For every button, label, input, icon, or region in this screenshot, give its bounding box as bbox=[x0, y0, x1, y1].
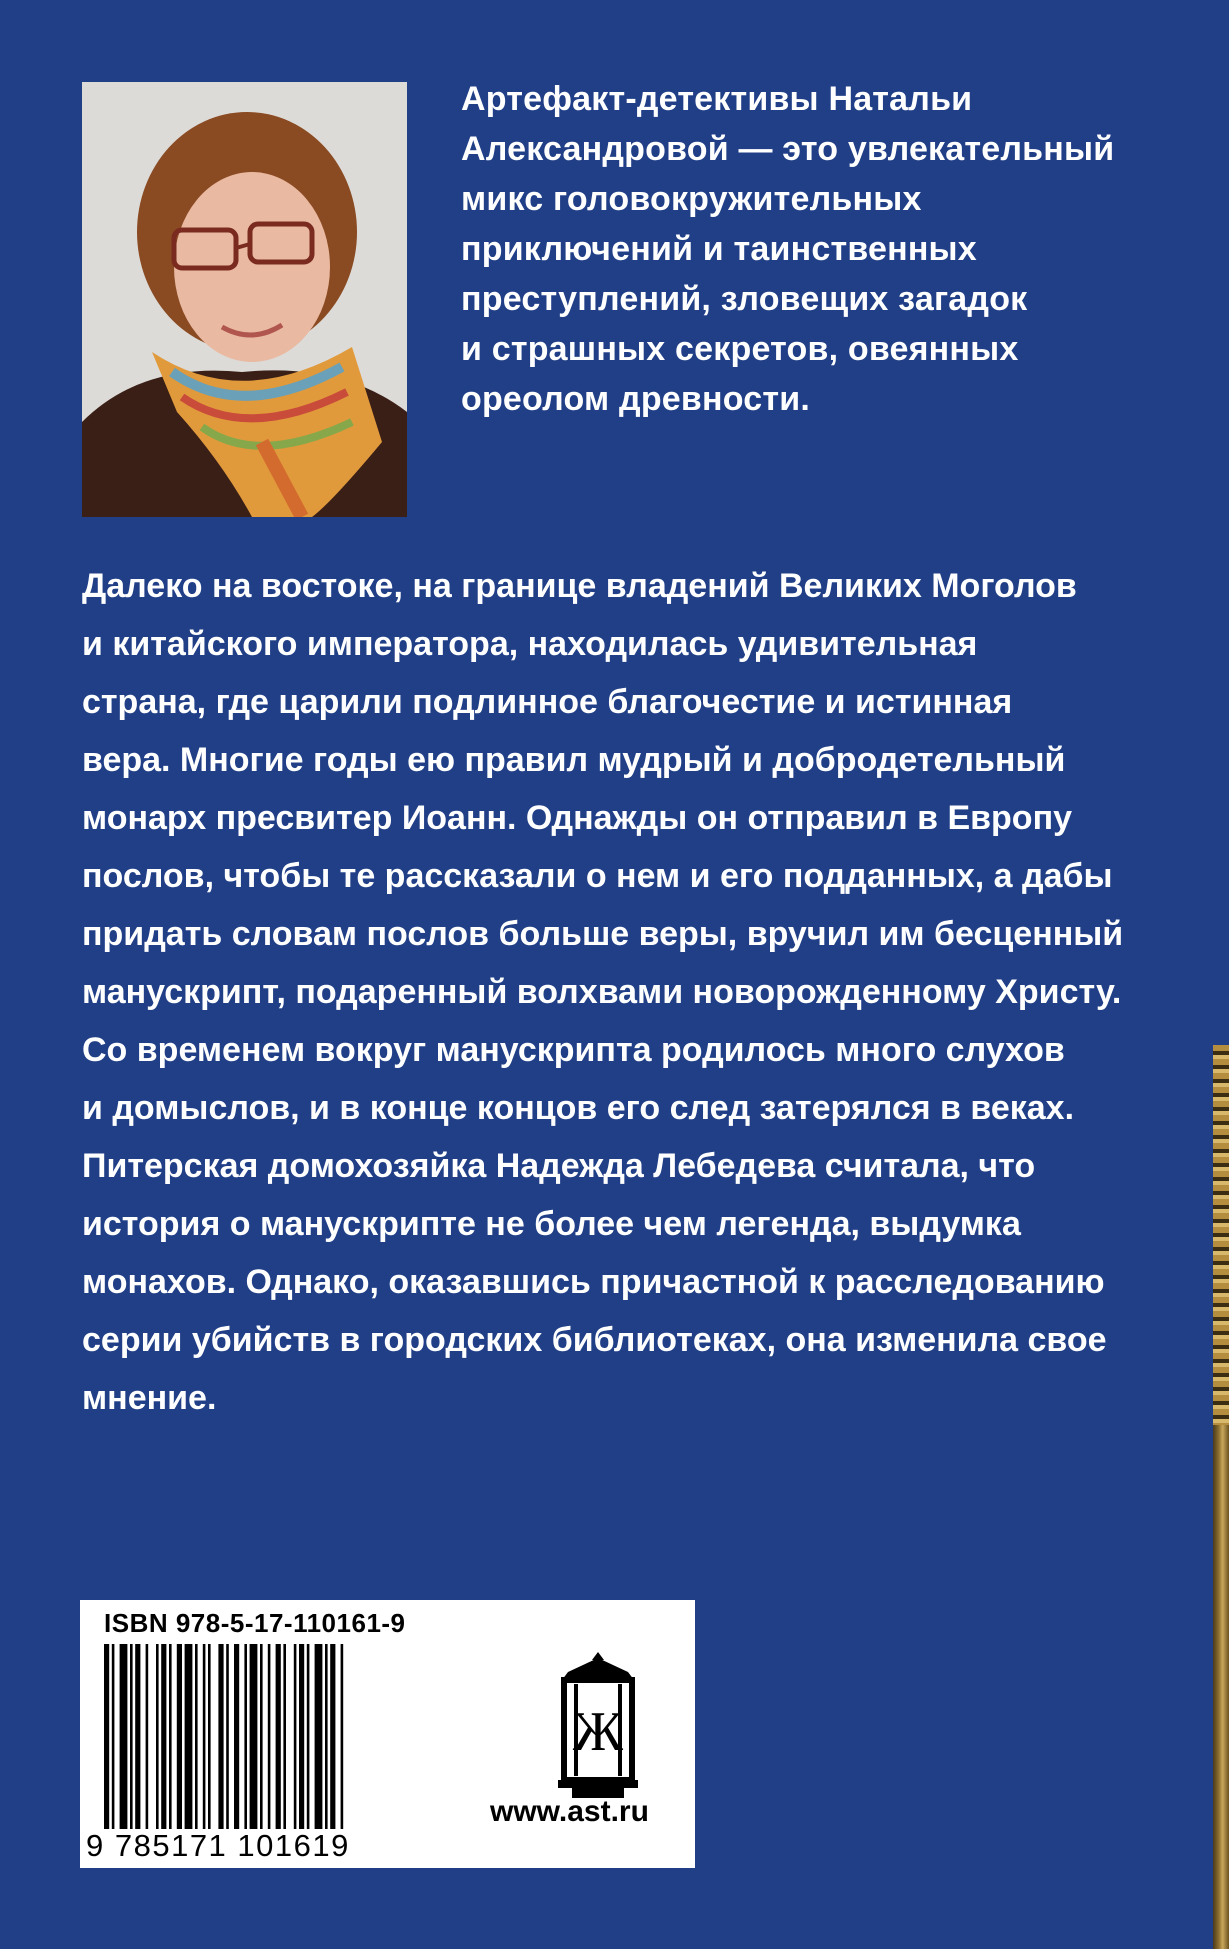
barcode-bar bbox=[185, 1644, 193, 1829]
barcode-bar bbox=[307, 1644, 310, 1829]
barcode-bar bbox=[208, 1644, 211, 1829]
description-line: манускрипт, подаренный волхвами новорожденному Христу. bbox=[82, 973, 1122, 1011]
barcode-bar bbox=[218, 1644, 223, 1829]
blurb-line: приключений и таинственных bbox=[461, 230, 977, 268]
barcode-bar bbox=[146, 1644, 149, 1829]
barcode-bar bbox=[299, 1644, 304, 1829]
barcode-bar bbox=[120, 1644, 128, 1829]
description-line: серии убийств в городских библиотеках, она изменила свое bbox=[82, 1321, 1107, 1359]
description-line: Со временем вокруг манускрипта родилось много слухов bbox=[82, 1031, 1065, 1069]
barcode-bar bbox=[177, 1644, 182, 1829]
description-line: монахов. Однако, оказавшись причастной к расследованию bbox=[82, 1263, 1105, 1301]
description-line: страна, где царили подлинное благочестие и истинная bbox=[82, 683, 1013, 721]
barcode-bar bbox=[161, 1644, 166, 1829]
description-line: и домыслов, и в конце концов его след затерялся в веках. bbox=[82, 1089, 1075, 1127]
barcode-bar bbox=[250, 1644, 258, 1829]
description-line: послов, чтобы те рассказали о нем и его подданных, а дабы bbox=[82, 857, 1113, 895]
barcode bbox=[104, 1644, 454, 1829]
spine-ornament bbox=[1213, 1045, 1229, 1949]
book-description bbox=[82, 557, 1192, 1427]
blurb-line: Александровой — это увлекательный bbox=[461, 130, 1115, 168]
barcode-bar bbox=[112, 1644, 115, 1829]
barcode-bar bbox=[195, 1644, 198, 1829]
publisher-website[interactable]: www.ast.ru bbox=[490, 1795, 649, 1828]
author-blurb bbox=[461, 74, 1181, 424]
blurb-line: Артефакт-детективы Натальи bbox=[461, 80, 973, 118]
barcode-bar bbox=[226, 1644, 229, 1829]
barcode-bar bbox=[330, 1644, 335, 1829]
barcode-bar bbox=[276, 1644, 281, 1829]
isbn-block bbox=[80, 1600, 695, 1868]
description-line: монарх пресвитер Иоанн. Однажды он отправил в Европу bbox=[82, 799, 1073, 837]
svg-text:Ж: Ж bbox=[572, 1701, 624, 1763]
blurb-line: преступлений, зловещих загадок bbox=[461, 280, 1028, 318]
isbn-number: ISBN 978-5-17-110161-9 bbox=[104, 1608, 406, 1638]
barcode-bar bbox=[341, 1644, 344, 1829]
barcode-bar bbox=[130, 1644, 133, 1829]
barcode-bar bbox=[283, 1644, 286, 1829]
barcode-bar bbox=[260, 1644, 263, 1829]
author-photo bbox=[82, 82, 407, 517]
lantern-icon bbox=[538, 1650, 658, 1805]
barcode-digits: 9 785171 101619 bbox=[86, 1828, 350, 1863]
description-line: придать словам послов больше веры, вручил им бесценный bbox=[82, 915, 1124, 953]
barcode-bar bbox=[104, 1644, 109, 1829]
description-line: Далеко на востоке, на границе владений Великих Моголов bbox=[82, 567, 1077, 605]
barcode-bar bbox=[203, 1644, 206, 1829]
description-line: мнение. bbox=[82, 1379, 217, 1417]
barcode-bar bbox=[156, 1644, 159, 1829]
barcode-bar bbox=[268, 1644, 271, 1829]
barcode-bar bbox=[135, 1644, 140, 1829]
barcode-bar bbox=[169, 1644, 172, 1829]
blurb-line: микс головокружительных bbox=[461, 180, 922, 218]
blurb-line: и страшных секретов, овеянных bbox=[461, 330, 1019, 368]
description-line: и китайского императора, находилась удивительная bbox=[82, 625, 978, 663]
barcode-bar bbox=[315, 1644, 323, 1829]
barcode-bar bbox=[294, 1644, 297, 1829]
description-line: история о манускрипте не более чем легенда, выдумка bbox=[82, 1205, 1021, 1243]
description-line: Питерская домохозяйка Надежда Лебедева считала, что bbox=[82, 1147, 1036, 1185]
barcode-bar bbox=[234, 1644, 239, 1829]
barcode-bar bbox=[244, 1644, 247, 1829]
description-line: вера. Многие годы ею правил мудрый и добродетельный bbox=[82, 741, 1066, 779]
blurb-line: ореолом древности. bbox=[461, 380, 810, 418]
barcode-bar bbox=[325, 1644, 328, 1829]
